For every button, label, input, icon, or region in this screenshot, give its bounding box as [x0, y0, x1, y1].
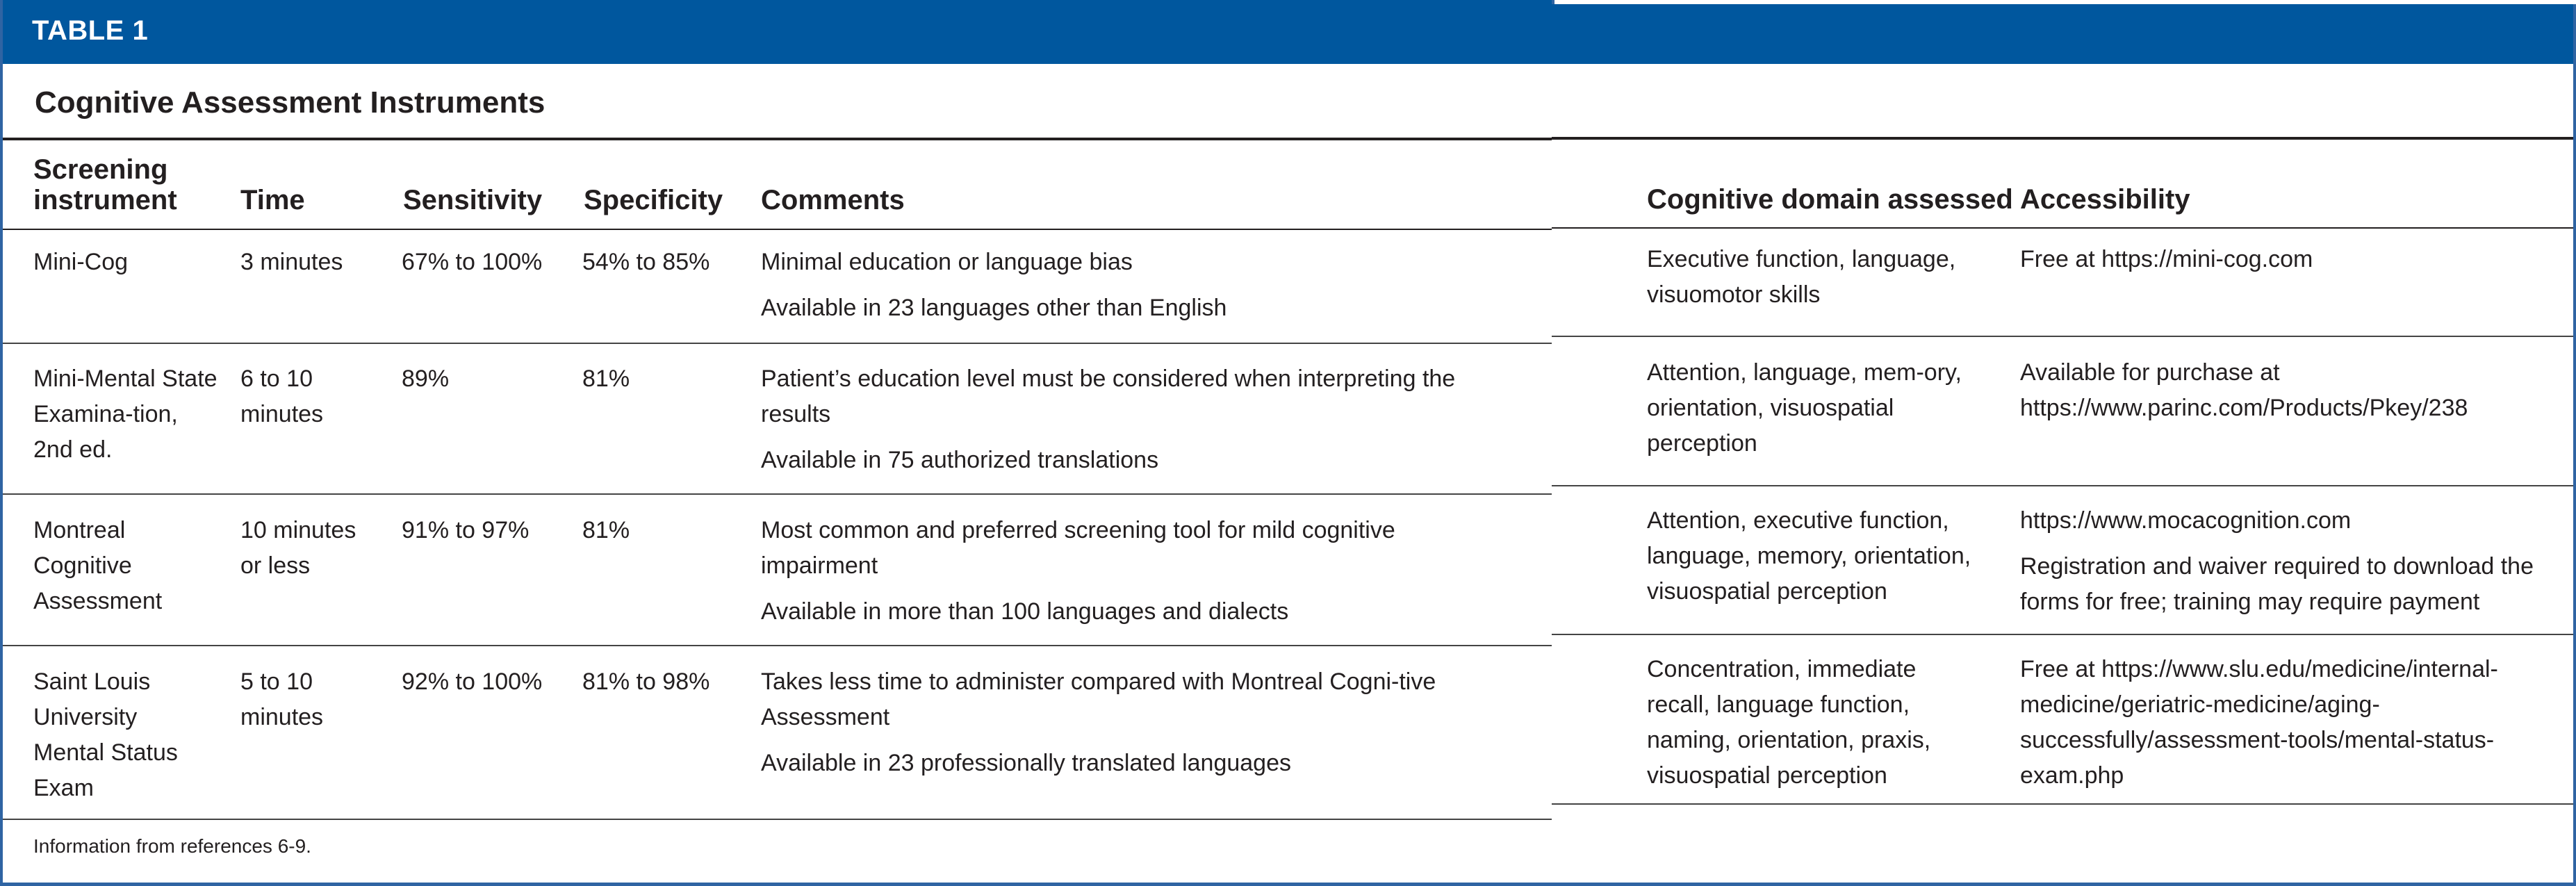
header-rule	[3, 229, 1552, 230]
row-divider	[3, 493, 1552, 495]
row1-comment-1: Minimal education or language bias	[761, 249, 1133, 275]
row-divider	[3, 819, 1552, 820]
row3-access-1: https://www.mocacognition.com	[2020, 507, 2352, 534]
table-title: Cognitive Assessment Instruments	[35, 85, 545, 120]
row4-domain: Concentration, immediate recall, language function, naming, orientation, praxis, visuospatial perception	[1647, 656, 1931, 789]
row1-specificity: 54% to 85%	[582, 249, 710, 275]
row1-sensitivity: 67% to 100%	[402, 249, 543, 275]
row4-comments	[761, 664, 1477, 781]
row2-sensitivity: 89%	[402, 366, 450, 392]
row-divider	[1552, 634, 2573, 635]
row4-comment-2: Available in 23 professionally translated languages	[761, 750, 1291, 776]
row-divider	[3, 343, 1552, 344]
row4-time: 5 to 10 minutes	[240, 668, 324, 730]
header-rule	[1552, 227, 2573, 229]
row3-comments	[761, 513, 1477, 630]
table-header-bar	[3, 0, 1552, 64]
row-divider	[1552, 336, 2573, 337]
row3-sensitivity: 91% to 97%	[402, 517, 530, 543]
row4-instrument: Saint Louis University Mental Status Exam	[33, 668, 178, 801]
header-instrument: Screening instrument	[33, 154, 177, 215]
row-divider	[1552, 485, 2573, 486]
row-divider	[3, 645, 1552, 646]
row4-specificity: 81% to 98%	[582, 668, 710, 695]
row2-comment-1: Patient’s education level must be considered when interpreting the results	[761, 366, 1456, 427]
table-footnote: Information from references 6-9.	[33, 835, 311, 857]
row3-instrument: Montreal Cognitive Assessment	[33, 517, 163, 614]
table-right-half	[1552, 4, 2576, 886]
row2-access-1: Available for purchase at https://www.parinc.com/Products/Pkey/238	[2020, 359, 2468, 421]
header-time: Time	[240, 185, 305, 215]
row2-instrument: Mini-Mental State Examina-tion, 2nd ed.	[33, 366, 218, 463]
row2-time: 6 to 10 minutes	[240, 366, 324, 427]
row3-comment-1: Most common and preferred screening tool for mild cognitive impairment	[761, 517, 1395, 579]
header-comments: Comments	[761, 185, 905, 215]
title-rule	[3, 138, 1552, 140]
row2-comment-2: Available in 75 authorized translations	[761, 447, 1159, 473]
row3-comment-2: Available in more than 100 languages and dialects	[761, 598, 1289, 625]
row3-access-2: Registration and waiver required to download the forms for free; training may require payment	[2020, 553, 2534, 615]
row3-domain: Attention, executive function, language, memory, orientation, visuospatial perception	[1647, 507, 1971, 605]
header-sensitivity: Sensitivity	[403, 185, 543, 215]
header-specificity: Specificity	[584, 185, 723, 215]
row3-accessibility	[2020, 503, 2569, 620]
row2-comments	[761, 361, 1477, 478]
row4-comment-1: Takes less time to administer compared with Montreal Cogni-tive Assessment	[761, 668, 1436, 730]
row-divider	[1552, 803, 2573, 805]
row1-access-1: Free at https://mini-cog.com	[2020, 246, 2313, 272]
row1-comment-2: Available in 23 languages other than English	[761, 295, 1227, 321]
row1-domain: Executive function, language, visuomotor skills	[1647, 246, 1956, 308]
row3-time: 10 minutes or less	[240, 517, 356, 579]
row2-specificity: 81%	[582, 366, 630, 392]
table-label: TABLE 1	[32, 15, 149, 46]
table-header-bar-continued	[1552, 4, 2573, 64]
row3-specificity: 81%	[582, 517, 630, 543]
row4-accessibility	[2020, 652, 2569, 794]
row1-comments	[761, 245, 1477, 326]
row4-access-1: Free at https://www.slu.edu/medicine/internal-medicine/geriatric-medicine/aging-successfully/assessment-tools/mental-status-exam.php	[2020, 656, 2498, 789]
row2-domain: Attention, language, mem-ory, orientation, visuospatial perception	[1647, 359, 1962, 457]
header-domain: Cognitive domain assessed	[1647, 184, 2013, 215]
row2-accessibility	[2020, 355, 2569, 426]
header-accessibility: Accessibility	[2020, 184, 2190, 215]
row1-accessibility	[2020, 242, 2562, 277]
row4-sensitivity: 92% to 100%	[402, 668, 543, 695]
row1-time: 3 minutes	[240, 249, 343, 275]
title-rule	[1552, 137, 2573, 140]
row1-instrument: Mini-Cog	[33, 249, 129, 275]
